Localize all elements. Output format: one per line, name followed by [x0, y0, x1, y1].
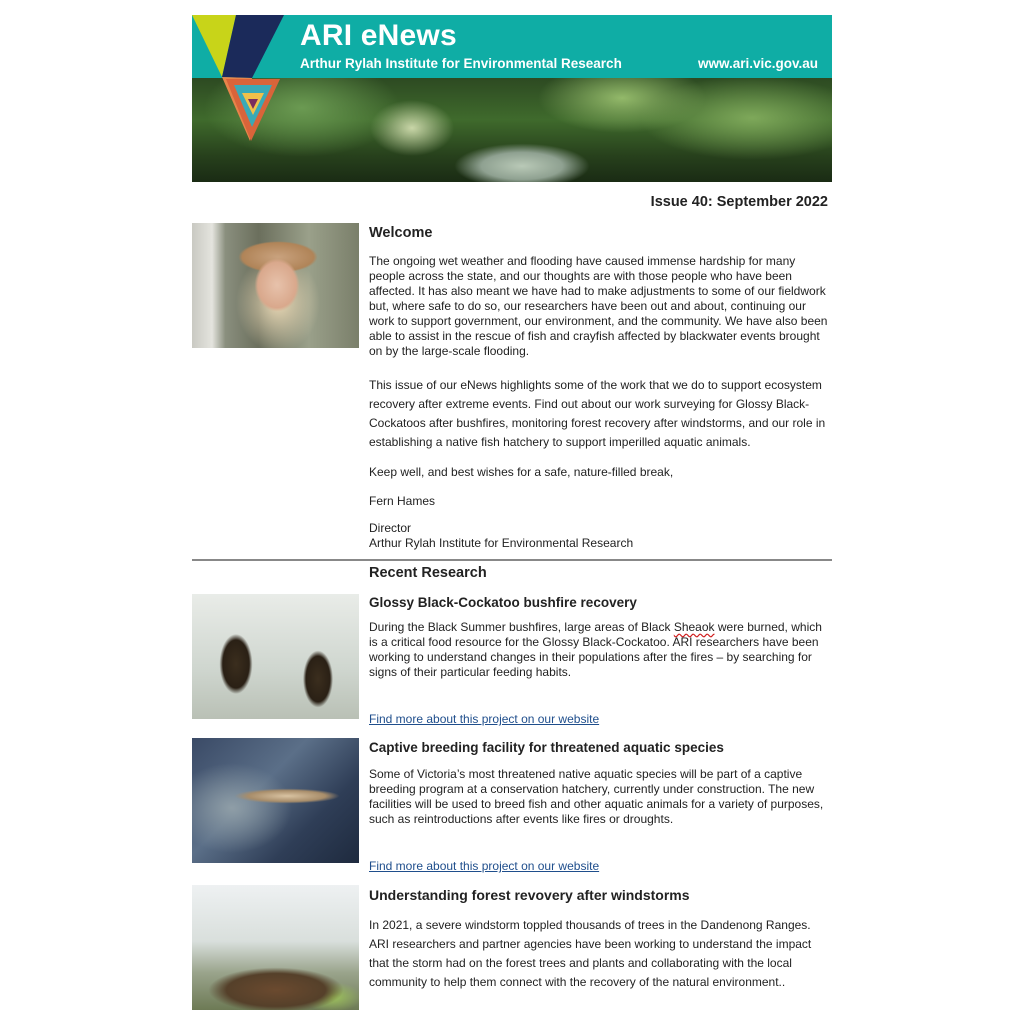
newsletter-title: ARI eNews	[300, 19, 457, 52]
research-item	[369, 595, 832, 680]
signoff-name: Fern Hames	[369, 494, 436, 508]
project-link[interactable]: Find more about this project on our website	[369, 859, 600, 873]
signoff-org: Arthur Rylah Institute for Environmental Research	[369, 536, 634, 550]
issue-label: Issue 40: September 2022	[650, 194, 828, 210]
website-url[interactable]: www.ari.vic.gov.au	[697, 56, 818, 71]
welcome-para-2: This issue of our eNews highlights some of the work that we do to support ecosystem recovery after extreme events. Find out about our work surveying for Glossy Black-Cockatoos after bushfires, monitoring forest recovery after windstorms, and our role in establishing a native fish hatchery to support imperilled aquatic animals.	[369, 378, 826, 449]
text-part: were burned, which is a critical food resource for the Glossy Black-Cockatoo. ARI researchers have been working to understand changes in their populations after the fires – by searching for signs of their particular feeding habits.	[369, 620, 822, 679]
research-item	[369, 740, 832, 827]
cockatoo-photo	[192, 594, 359, 719]
text-part: During the Black Summer bushfires, large areas of Black	[369, 620, 674, 634]
forest-photo	[192, 885, 359, 1010]
recent-research-heading: Recent Research	[369, 565, 487, 581]
misspelled-word: Sheaok	[673, 620, 715, 634]
welcome-para-1: The ongoing wet weather and flooding have caused immense hardship for many people across the state, and our thoughts are with those people who have been affected. It has also meant we have had to make adjustments to some of our fieldwork but, where safe to do so, our researchers have been out and about, continuing our work to support government, our environment, and the community. We have also been able to assist in the rescue of fish and crayfish affected by blackwater events brought on by the large-scale flooding.	[369, 254, 828, 358]
ari-logo-icon	[192, 15, 288, 145]
fish-photo	[192, 738, 359, 863]
research-item-text: In 2021, a severe windstorm toppled thousands of trees in the Dandenong Ranges. ARI researchers and partner agencies have been working to understand the impact that the storm had on the forest trees and plants and collaborating with the local community to help them connect with the recovery of the natural environment..	[369, 918, 812, 989]
signoff-title: Director	[369, 521, 412, 535]
director-photo	[192, 223, 359, 348]
creek-photo	[192, 78, 832, 182]
welcome-heading: Welcome	[369, 225, 433, 241]
research-item-title: Glossy Black-Cockatoo bushfire recovery	[369, 595, 637, 610]
section-divider	[192, 559, 832, 561]
newsletter	[192, 15, 832, 989]
research-item-title: Captive breeding facility for threatened aquatic species	[369, 740, 724, 755]
welcome-section	[369, 225, 832, 551]
institute-name: Arthur Rylah Institute for Environmental Research	[300, 56, 622, 71]
welcome-para-3: Keep well, and best wishes for a safe, nature-filled break,	[369, 465, 674, 479]
research-item-text: Some of Victoria’s most threatened native aquatic species will be part of a captive breeding program at a conservation hatchery, currently under construction. The new facilities will be used to breed fish and other aquatic animals for a variety of purposes, such as reintroductions after events like fires or droughts.	[369, 767, 824, 826]
research-item	[369, 887, 832, 992]
research-item-title: Understanding forest revovery after windstorms	[369, 887, 690, 903]
research-item-text	[369, 620, 832, 680]
header-banner	[192, 15, 832, 182]
project-link[interactable]: Find more about this project on our website	[369, 712, 600, 726]
